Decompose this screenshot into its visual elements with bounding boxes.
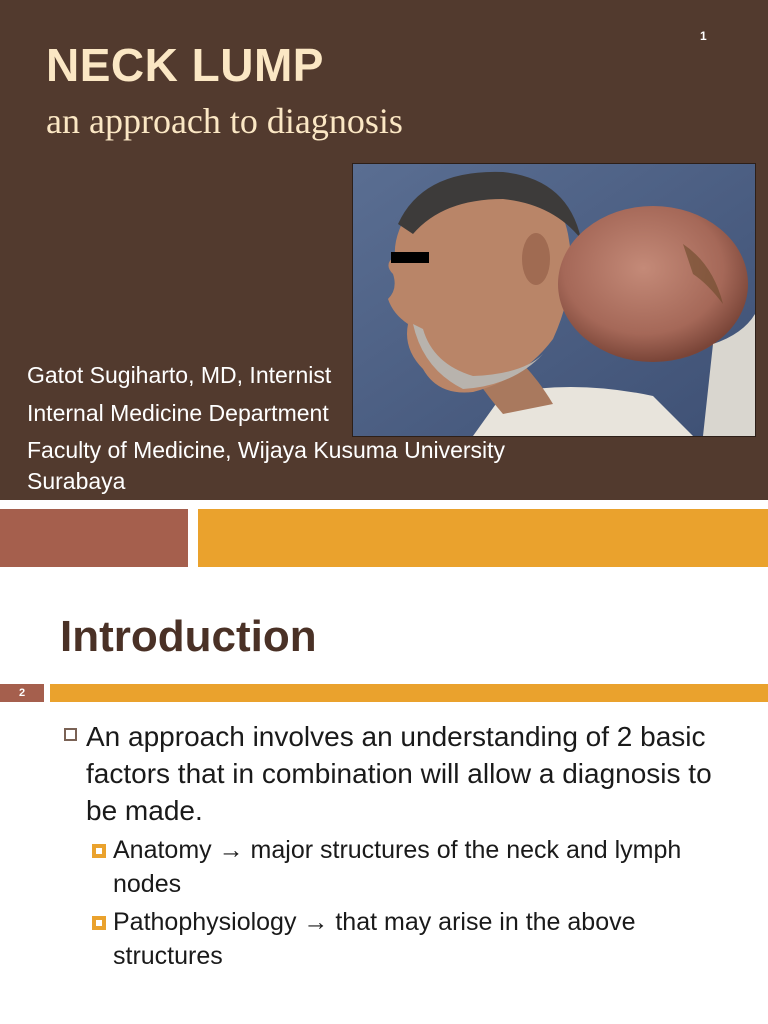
patient-photo bbox=[352, 163, 756, 437]
decor-block-orange bbox=[198, 509, 768, 567]
main-bullet-text: An approach involves an understanding of 2 basic factors that in combination will allow a diagnosis to be made. bbox=[86, 721, 712, 826]
main-bullet bbox=[64, 718, 724, 829]
title-slide bbox=[0, 0, 768, 500]
author-faculty: Faculty of Medicine, Wijaya Kusuma University bbox=[27, 437, 506, 463]
slide-number: 2 bbox=[0, 684, 44, 702]
decor-block-rust bbox=[0, 509, 188, 567]
introduction-heading: Introduction bbox=[60, 612, 317, 661]
sub-bullet-text: Anatomy → major structures of the neck and lymph nodes bbox=[113, 836, 682, 898]
author-city: Surabaya bbox=[27, 468, 126, 494]
hollow-square-bullet-icon bbox=[64, 728, 77, 741]
author-name: Gatot Sugiharto, MD, Internist bbox=[27, 362, 332, 388]
orange-square-bullet-icon bbox=[92, 916, 106, 930]
slide-number: 1 bbox=[700, 29, 707, 43]
slide-title: NECK LUMP bbox=[46, 39, 324, 91]
author-department: Internal Medicine Department bbox=[27, 400, 329, 426]
sub-bullet-anatomy bbox=[92, 833, 712, 901]
sub-bullet-text: Pathophysiology → that may arise in the above structures bbox=[113, 908, 636, 970]
orange-square-bullet-icon bbox=[92, 844, 106, 858]
slide-subtitle: an approach to diagnosis bbox=[46, 101, 403, 141]
heading-rule bbox=[50, 684, 768, 702]
sub-bullet-pathophysiology bbox=[92, 905, 712, 973]
